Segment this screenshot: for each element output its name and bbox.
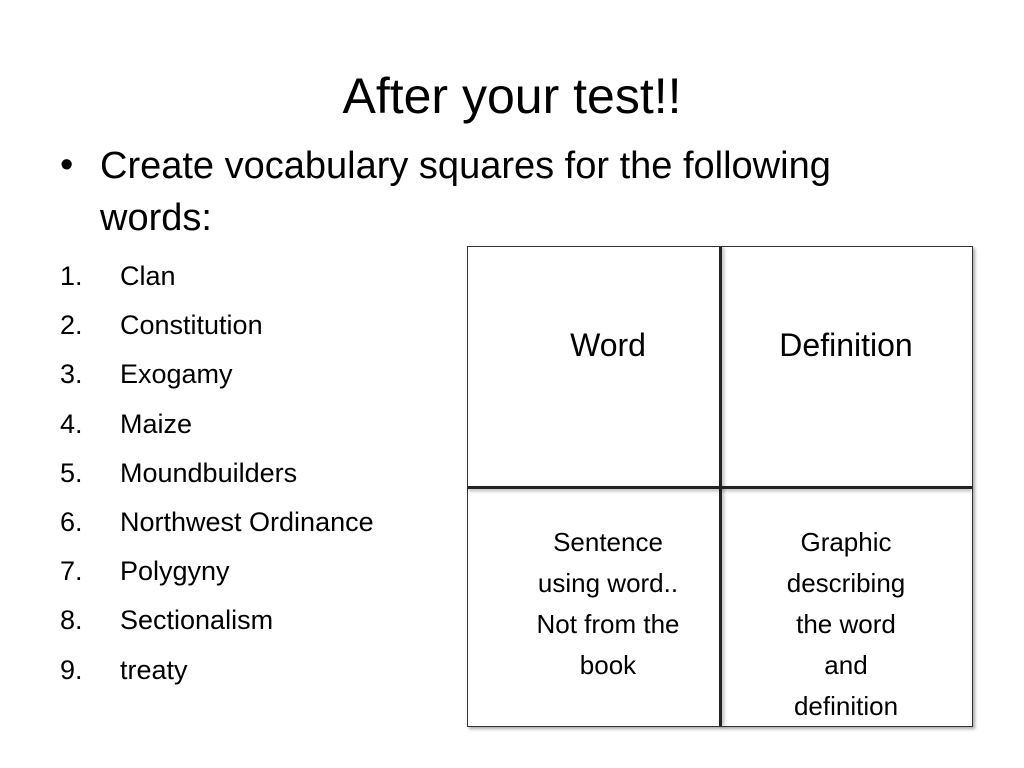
list-number: 6. xyxy=(60,507,83,538)
graphic-line: the word xyxy=(796,609,896,639)
vocab-word: Northwest Ordinance xyxy=(120,507,374,538)
instruction-line-2: words: xyxy=(100,197,212,239)
list-number: 5. xyxy=(60,457,83,488)
list-item xyxy=(60,400,374,449)
instruction-text xyxy=(100,140,920,244)
vocab-word: Sectionalism xyxy=(120,605,274,636)
graphic-line: Graphic xyxy=(800,527,892,557)
list-item xyxy=(60,646,374,695)
vocab-word: Exogamy xyxy=(120,359,233,390)
list-item xyxy=(60,596,374,645)
vocabulary-square-table xyxy=(467,246,973,727)
list-item xyxy=(60,547,374,596)
list-item xyxy=(60,350,374,399)
list-number: 8. xyxy=(60,605,83,636)
horizontal-divider xyxy=(468,486,972,489)
graphic-line: and xyxy=(824,650,868,680)
graphic-line: definition xyxy=(793,691,899,721)
list-item xyxy=(60,252,374,301)
word-cell: Word xyxy=(570,327,646,363)
sentence-line: book xyxy=(579,650,637,680)
list-number: 2. xyxy=(60,310,83,341)
vocab-word: Maize xyxy=(120,408,193,439)
vocab-word: Moundbuilders xyxy=(120,457,298,488)
slide-title: After your test!! xyxy=(342,68,682,124)
sentence-line: Sentence xyxy=(553,527,663,557)
list-item xyxy=(60,301,374,350)
graphic-line: describing xyxy=(786,568,906,598)
definition-cell: Definition xyxy=(779,327,913,363)
instruction-bullet xyxy=(60,140,940,244)
list-number: 7. xyxy=(60,556,83,587)
graphic-cell xyxy=(756,522,936,727)
vocab-word: Constitution xyxy=(120,310,263,341)
list-number: 9. xyxy=(60,654,83,685)
vocabulary-word-list xyxy=(60,252,374,695)
instruction-line-1: Create vocabulary squares for the following xyxy=(100,145,831,187)
list-number: 4. xyxy=(60,408,83,439)
vocab-word: Clan xyxy=(120,261,176,292)
list-item xyxy=(60,498,374,547)
list-item xyxy=(60,449,374,498)
sentence-line: Not from the xyxy=(536,609,680,639)
vocab-word: treaty xyxy=(120,654,188,685)
list-number: 3. xyxy=(60,359,83,390)
vocab-word: Polygyny xyxy=(120,556,230,587)
bullet-icon: • xyxy=(60,144,74,186)
list-number: 1. xyxy=(60,261,83,292)
sentence-cell xyxy=(508,522,708,686)
sentence-line: using word.. xyxy=(537,568,679,598)
